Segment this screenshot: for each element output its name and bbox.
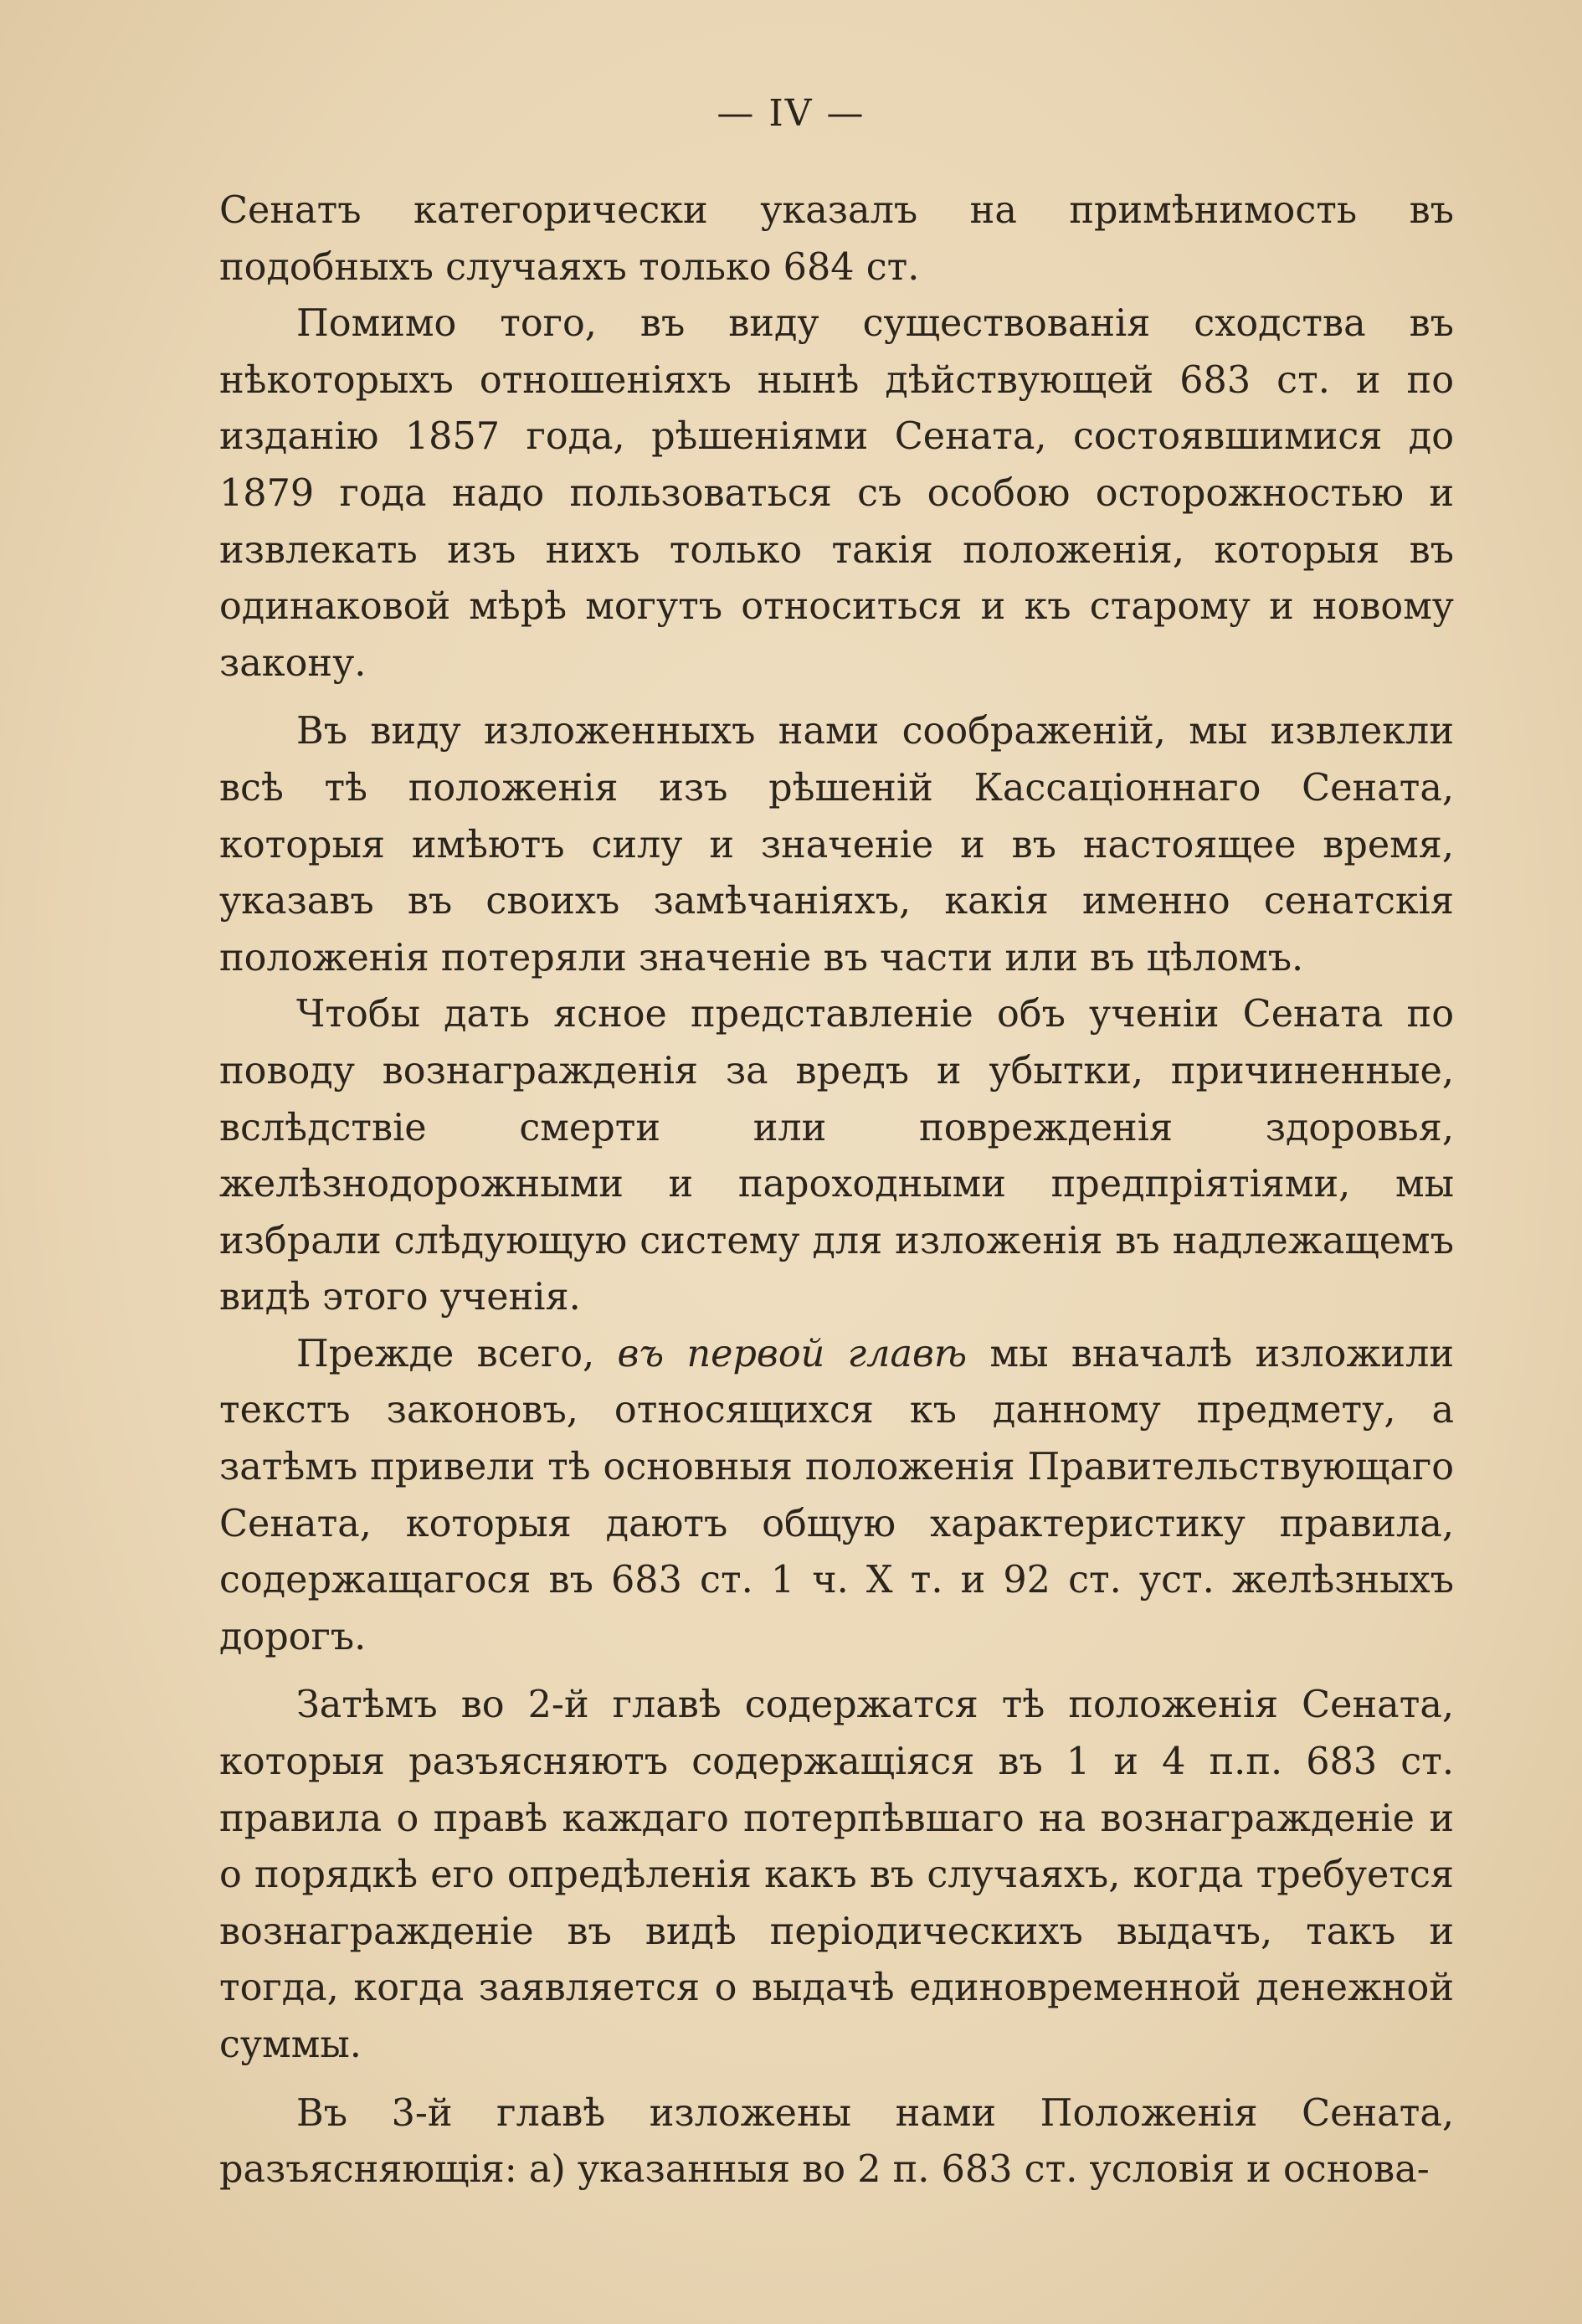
- paragraph: [219, 1326, 1454, 1666]
- paragraph: Сенатъ категорически указалъ на примѣнимость въ подобныхъ случаяхъ только 684 ст.: [219, 189, 1454, 289]
- page-number: — IV —: [717, 92, 865, 135]
- paragraph-lead: Прежде всего,: [296, 1332, 618, 1375]
- emphasized-phrase: въ первой главѣ: [617, 1332, 968, 1375]
- paragraph: Чтобы дать ясное представленіе объ ученіи Сената по поводу вознагражденія за вредъ и убытки, причиненные, вслѣдствіе смерти или поврежденія здоровья, желѣзнодорожными и пароходными предпріятіями, мы избрали слѣдующую систему для изложенія въ надлежащемъ видѣ этого ученія.: [219, 993, 1454, 1319]
- paragraph: Въ 3-й главѣ изложены нами Положенія Сената, разъясняющія: а) указанныя во 2 п. 683 ст. условія и основа-: [219, 2091, 1454, 2192]
- paragraph: Въ виду изложенныхъ нами соображеній, мы извлекли всѣ тѣ положенія изъ рѣшеній Кассаціоннаго Сената, которыя имѣютъ силу и значеніе и въ настоящее время, указавъ въ своихъ замѣчаніяхъ, какія именно сенатскія положенія потеряли значеніе въ части или въ цѣломъ.: [219, 710, 1454, 979]
- paragraph: Помимо того, въ виду существованія сходства въ нѣкоторыхъ отношеніяхъ нынѣ дѣйствующей 683 ст. и по изданію 1857 года, рѣшеніями Сената, состоявшимися до 1879 года надо пользоваться съ особою осторожностью и извлекать изъ нихъ только такія положенія, которыя въ одинаковой мѣрѣ могутъ относиться и къ старому и новому закону.: [219, 302, 1454, 685]
- body-text: [219, 183, 1454, 2198]
- paragraph: Затѣмъ во 2-й главѣ содержатся тѣ положенія Сената, которыя разъясняютъ содержащіяся въ 1 и 4 п.п. 683 ст. правила о правѣ каждаго потерпѣвшаго на вознагражденіе и о порядкѣ его опредѣленія какъ въ случаяхъ, когда требуется вознагражденіе въ видѣ періодическихъ выдачъ, такъ и тогда, когда заявляется о выдачѣ единовременной денежной суммы.: [219, 1684, 1454, 2066]
- paragraph-rest: мы вначалѣ изложили текстъ законовъ, относящихся къ данному предмету, а затѣмъ привели тѣ основныя положенія Правительствующаго Сената, которыя даютъ общую характеристику правила, содержащагося въ 683 ст. 1 ч. X т. и 92 ст. уст. желѣзныхъ дорогъ.: [219, 1332, 1455, 1658]
